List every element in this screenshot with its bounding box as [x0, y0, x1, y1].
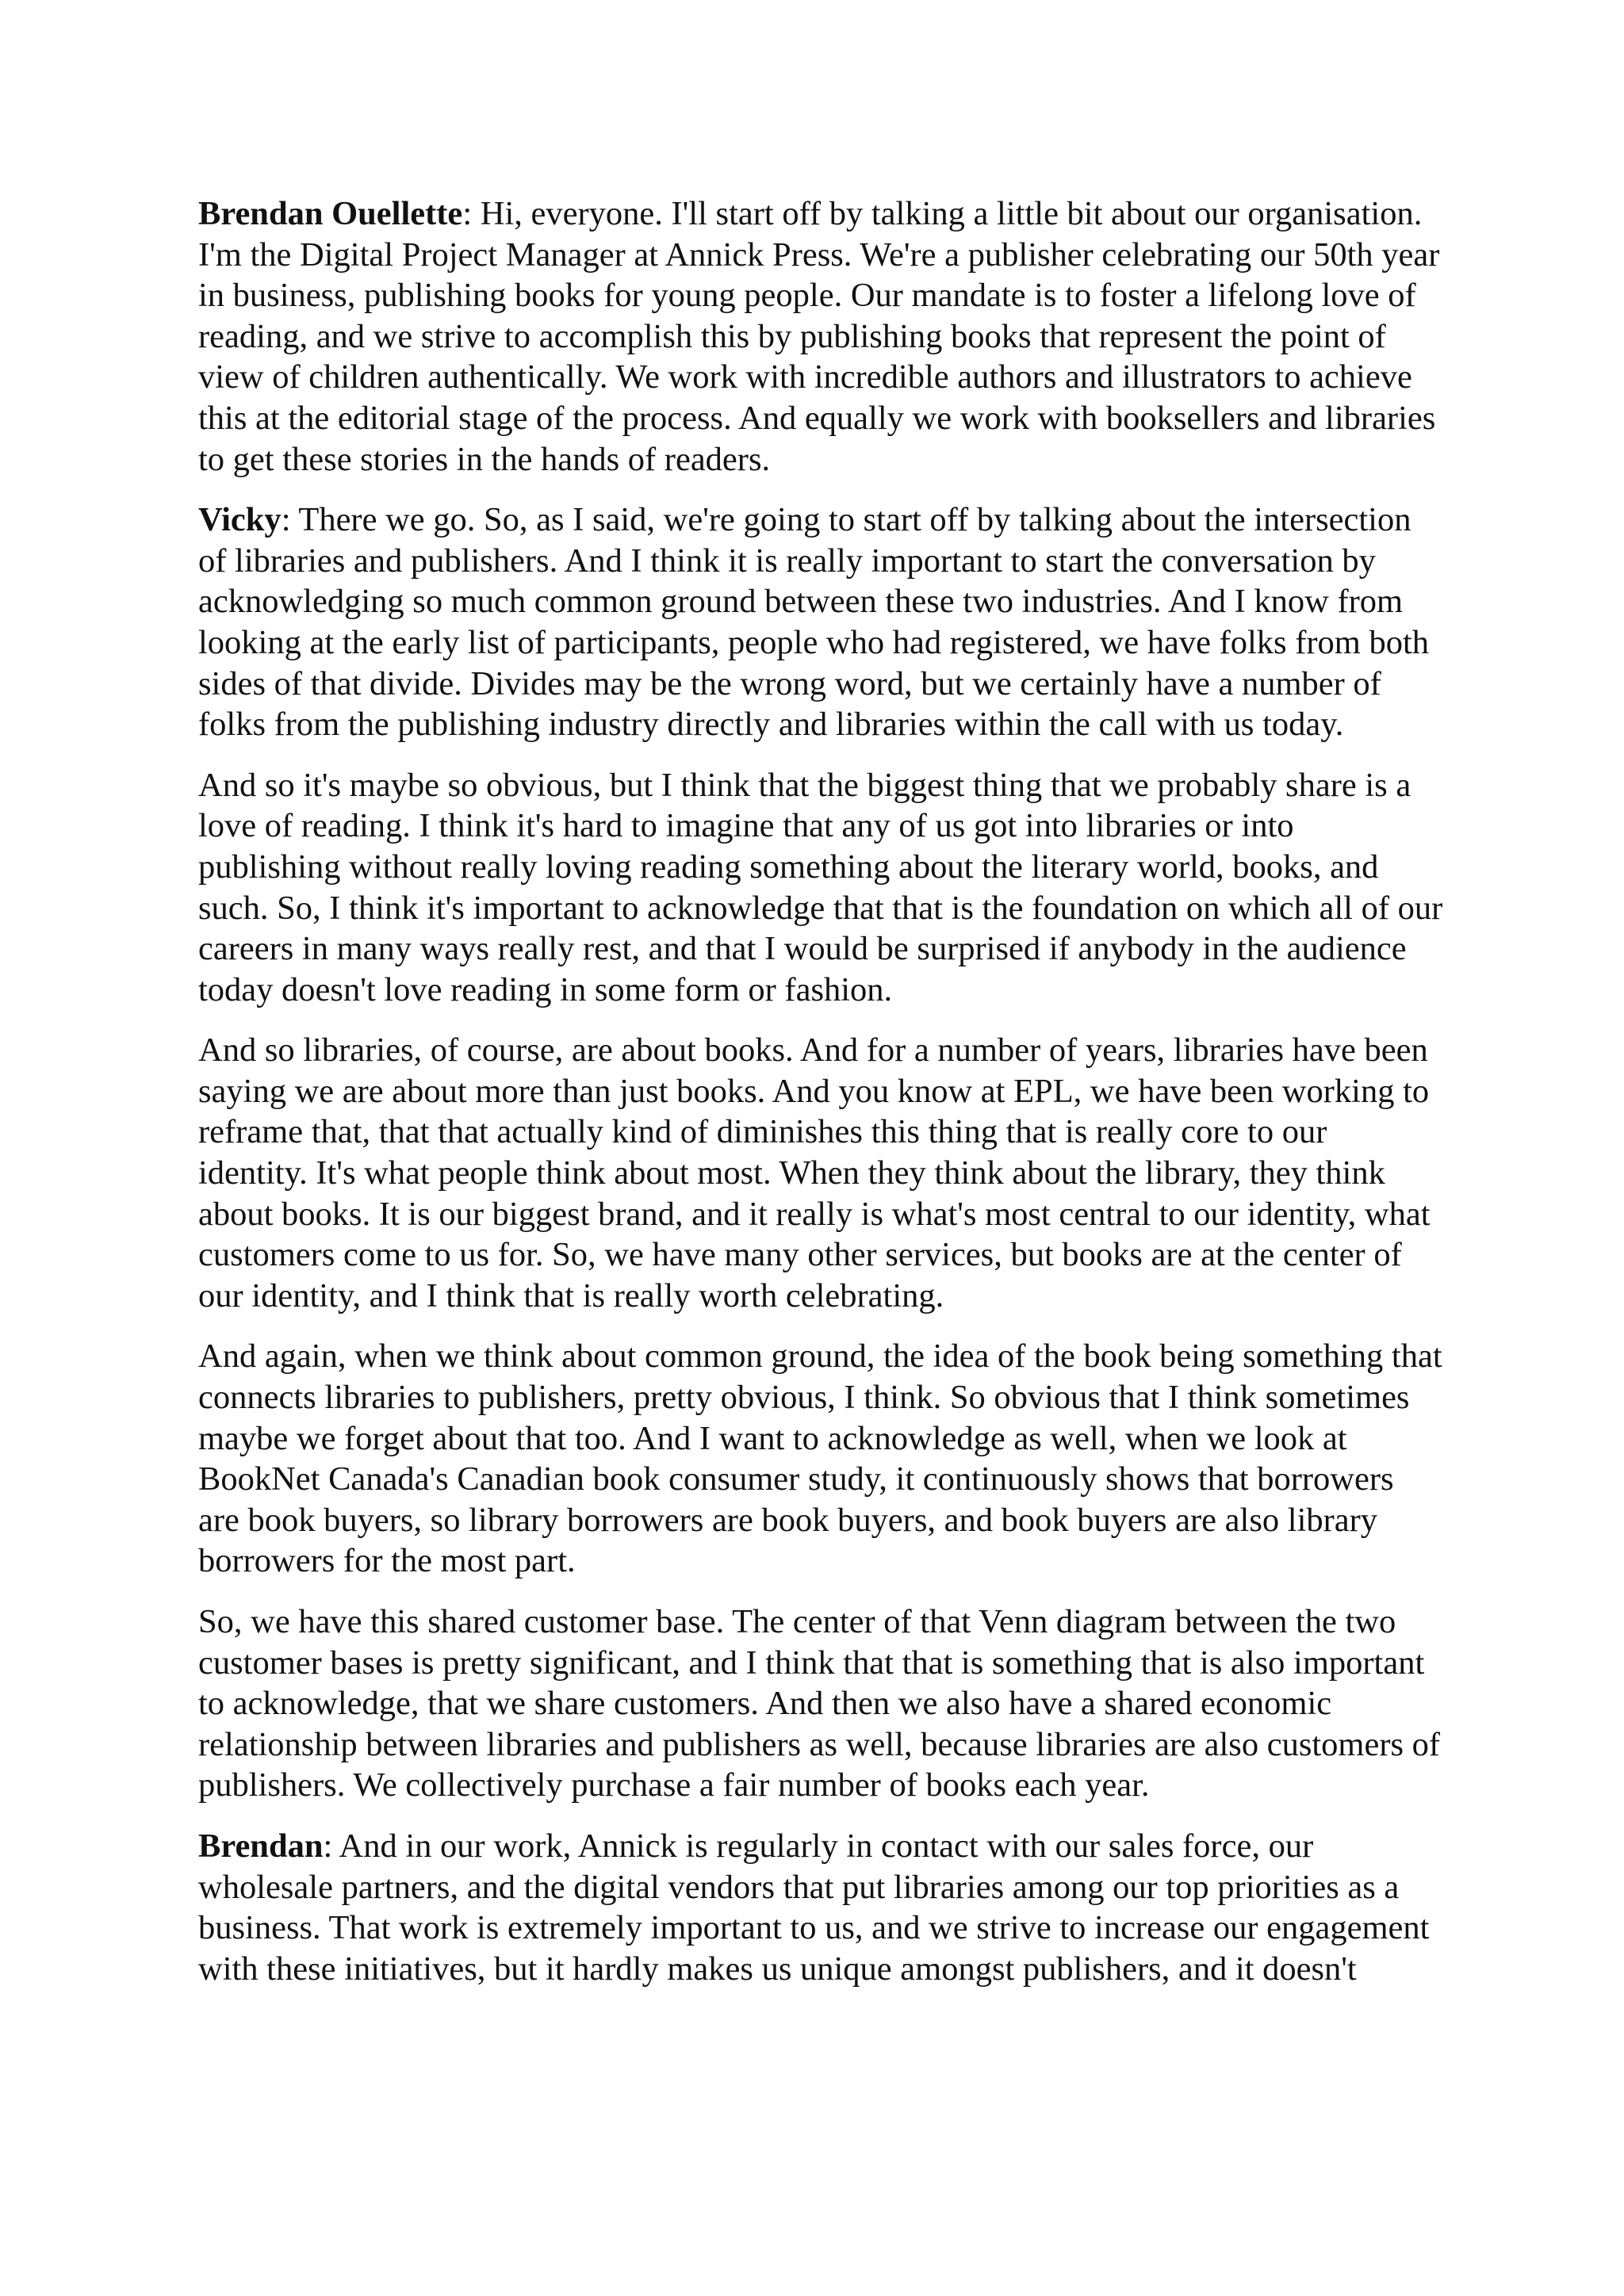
paragraph [198, 1336, 1443, 1582]
paragraph [198, 1030, 1443, 1316]
paragraph [198, 765, 1443, 1011]
paragraph [198, 1601, 1443, 1806]
paragraph [198, 193, 1443, 480]
paragraph-text: : And in our work, Annick is regularly in contact with our sales force, our wholesale partners, and the digital vendors that put libraries among our top priorities as a business. That work is extremely important to us, and we strive to increase our engagement with these initiatives, but it hardly makes us unique amongst publishers, and it doesn't [198, 1827, 1430, 1988]
paragraph-text: So, we have this shared customer base. The center of that Venn diagram between the two customer bases is pretty significant, and I think that that is something that is also important to acknowledge, that we share customers. And then we also have a shared economic relationship between libraries and publishers as well, because libraries are also customers of publishers. We collectively purchase a fair number of books each year. [198, 1603, 1441, 1804]
speaker-name: Vicky [198, 501, 282, 539]
paragraph-text: : Hi, everyone. I'll start off by talking a little bit about our organisation. I'm the Digital Project Manager at Annick Press. We're a publisher celebrating our 50th year in business, publishing books for young people. Our mandate is to foster a lifelong love of reading, and we strive to accomplish this by publishing books that represent the point of view of children authentically. We work with incredible authors and illustrators to achieve this at the editorial stage of the process. And equally we work with booksellers and libraries to get these stories in the hands of readers. [198, 195, 1440, 478]
paragraph [198, 1826, 1443, 1989]
paragraph-text: And so libraries, of course, are about books. And for a number of years, libraries have been saying we are about more than just books. And you know at EPL, we have been working to reframe that, that that actually kind of diminishes this thing that is really core to our identity. It's what people think about most. When they think about the library, they think about books. It is our biggest brand, and it really is what's most central to our identity, what customers come to us for. So, we have many other services, but books are at the center of our identity, and I think that is really worth celebrating. [198, 1031, 1431, 1314]
speaker-name: Brendan Ouellette [198, 195, 463, 232]
speaker-name: Brendan [198, 1827, 324, 1865]
paragraph-text: And again, when we think about common ground, the idea of the book being something that connects libraries to publishers, pretty obvious, I think. So obvious that I think sometimes maybe we forget about that too. And I want to acknowledge as well, when we look at BookNet Canada's Canadian book consumer study, it continuously shows that borrowers are book buyers, so library borrowers are book buyers, and book buyers are also library borrowers for the most part. [198, 1337, 1442, 1580]
paragraph-text: : There we go. So, as I said, we're going to start off by talking about the intersection of libraries and publishers. And I think it is really important to start the conversation by acknowledging so much common ground between these two industries. And I know from looking at the early list of participants, people who had registered, we have folks from both sides of that divide. Divides may be the wrong word, but we certainly have a number of folks from the publishing industry directly and libraries within the call with us today. [198, 501, 1429, 744]
paragraph-text: And so it's maybe so obvious, but I think that the biggest thing that we probably share is a love of reading. I think it's hard to imagine that any of us got into libraries or into publishing without really loving reading something about the literary world, books, and such. So, I think it's important to acknowledge that that is the foundation on which all of our careers in many ways really rest, and that I would be surprised if anybody in the audience today doesn't love reading in some form or fashion. [198, 766, 1443, 1008]
paragraph [198, 499, 1443, 745]
document-page [198, 193, 1443, 2009]
